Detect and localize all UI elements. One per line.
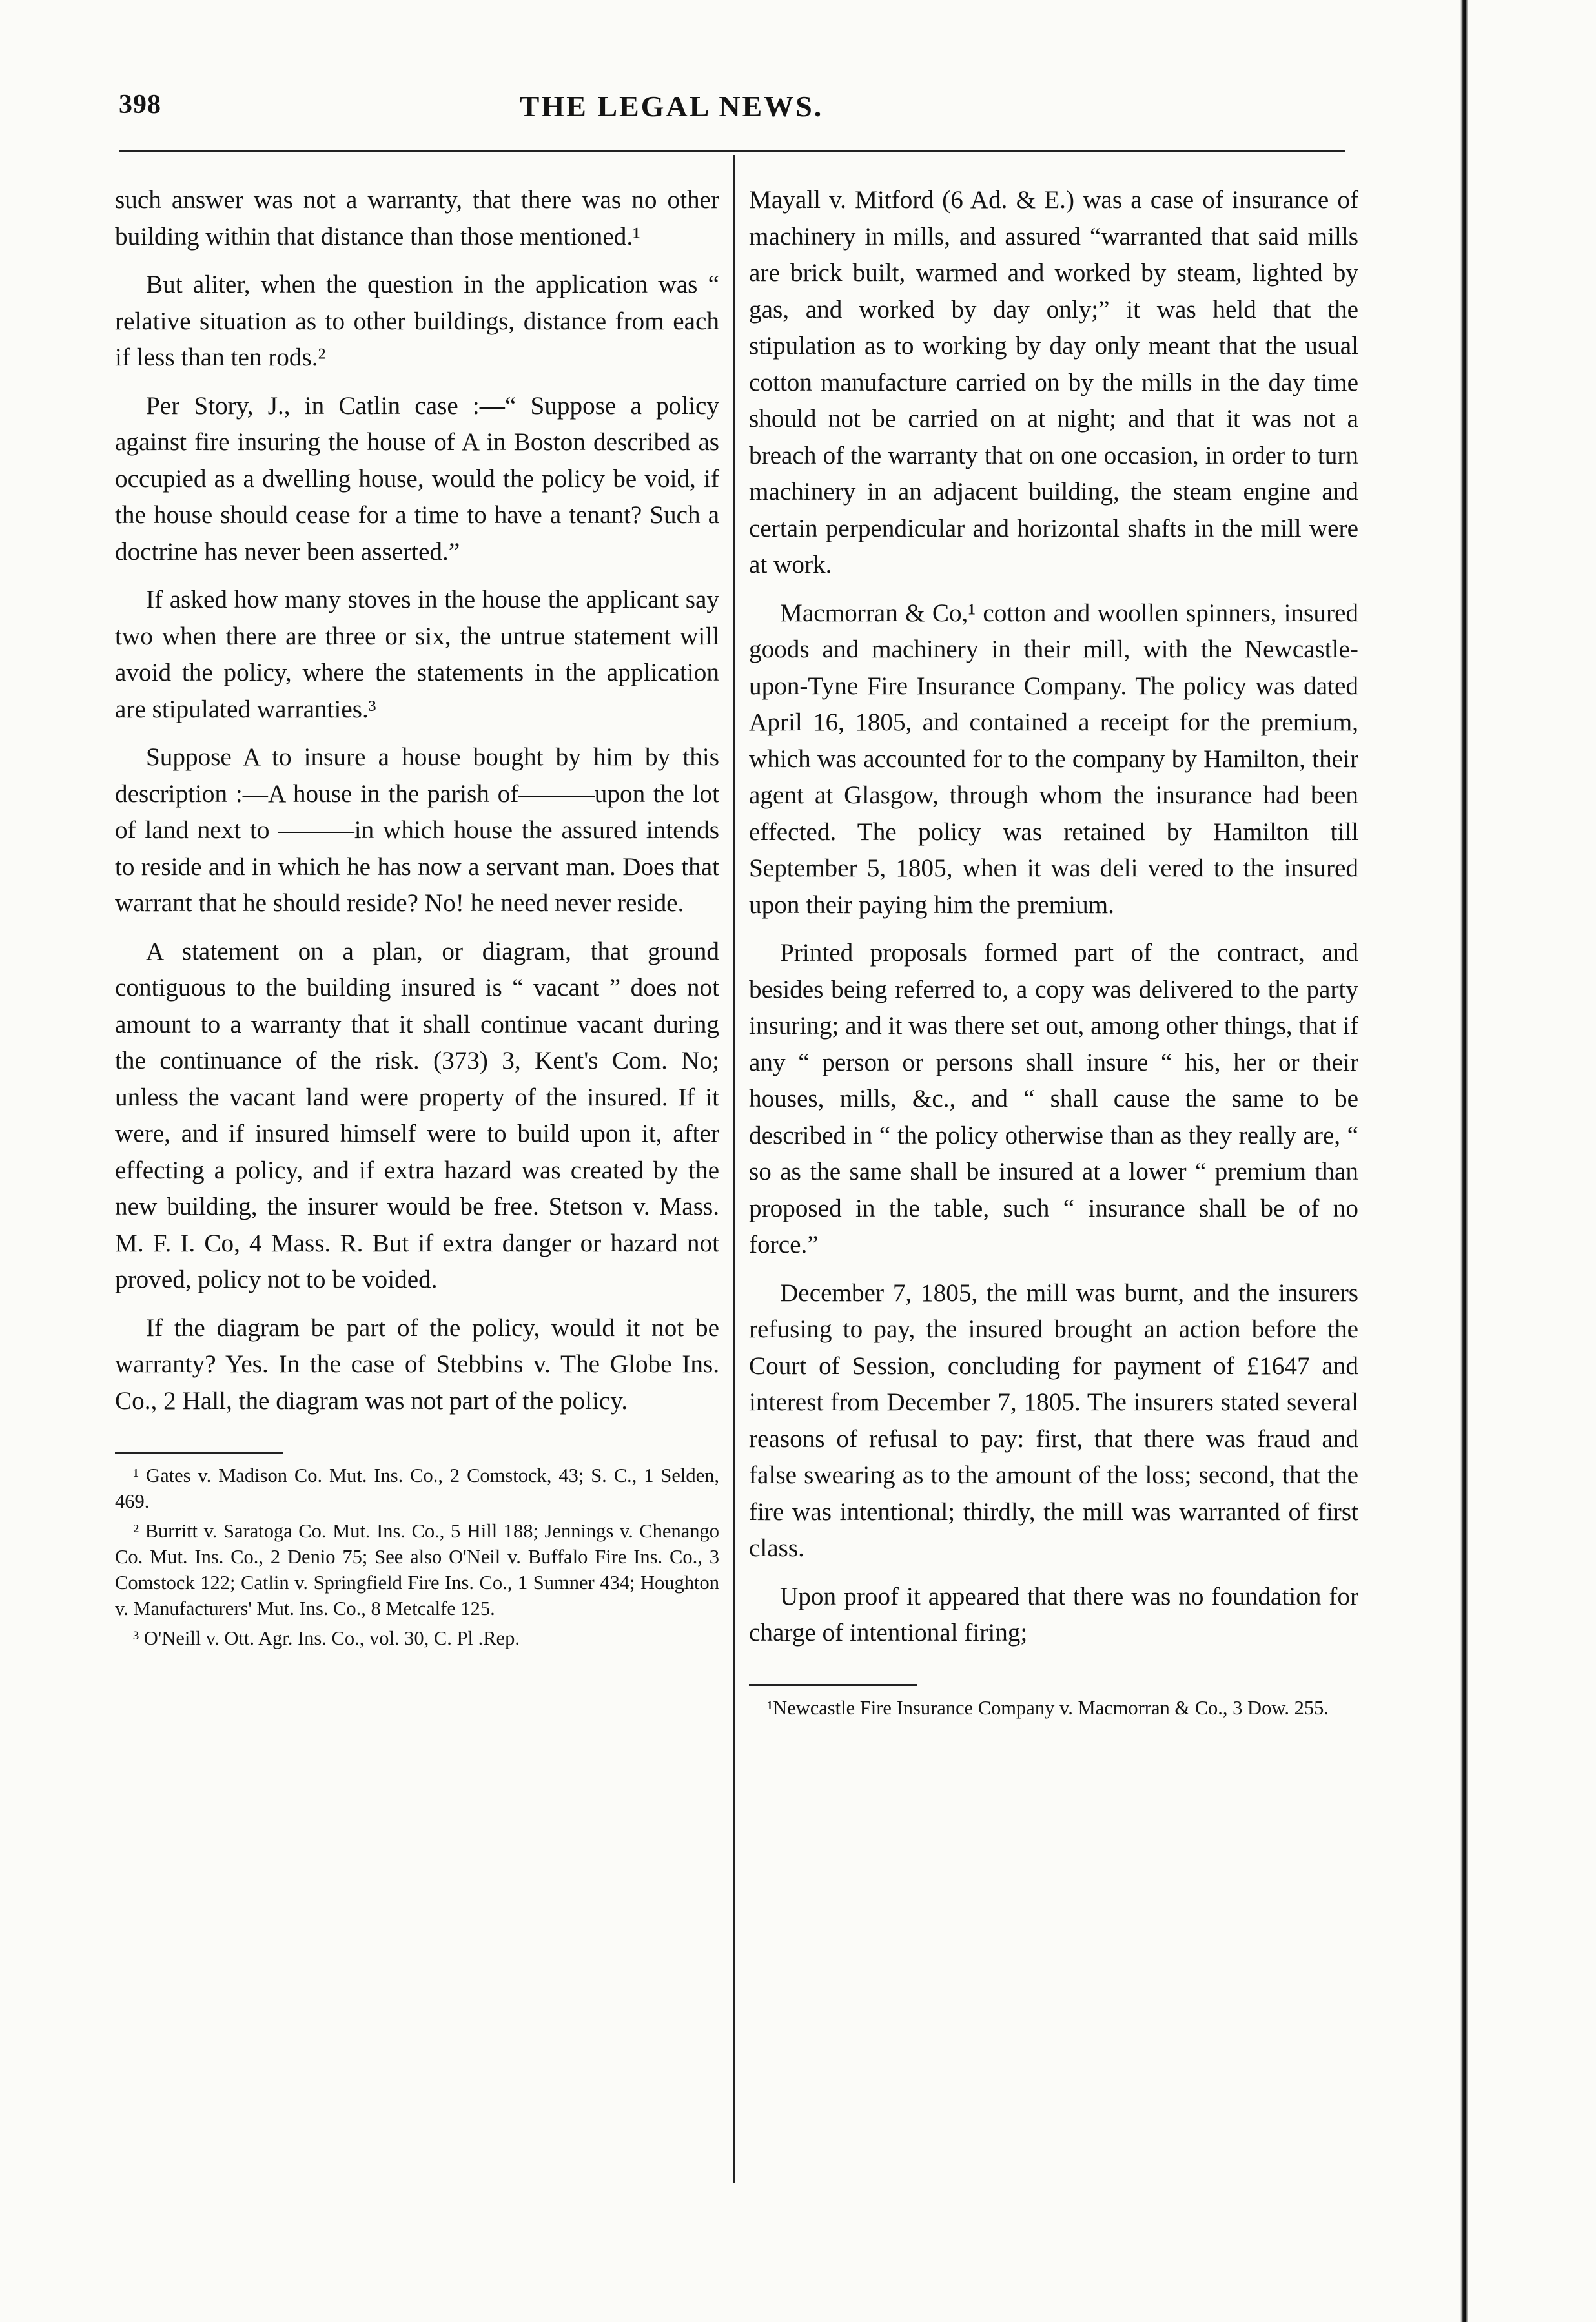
right-column <box>749 182 1358 1725</box>
left-column <box>115 182 719 1655</box>
footnote-rule <box>749 1684 917 1686</box>
column-divider <box>733 155 735 2183</box>
footnote: ³ O'Neill v. Ott. Agr. Ins. Co., vol. 30, C. Pl .Rep. <box>133 1627 520 1649</box>
paragraph: Per Story, J., in Catlin case :—“ Suppose a policy against fire insuring the house of A in Boston described as occupied as a dwelling house, would the policy be void, if the house should cease for a time to have a tenant? Such a doctrine has never been asserted.” <box>115 391 719 566</box>
header-rule <box>119 150 1345 152</box>
running-title: THE LEGAL NEWS. <box>519 90 824 123</box>
paragraph: such answer was not a warranty, that there was no other building within that distance than those mentioned.¹ <box>115 186 719 251</box>
binding-edge <box>1460 0 1468 2322</box>
paragraph: Macmorran & Co,¹ cotton and woollen spinners, insured goods and machinery in their mill, with the Newcastle-upon-Tyne Fire Insurance Company. The policy was dated April 16, 1805, and contained a receipt for the premium, which was accounted for to the company by Hamilton, their agent at Glasgow, through whom the insurance had been effected. The policy was retained by Hamilton till September 5, 1805, when it was deli vered to the insured upon their paying him the premium. <box>749 599 1358 919</box>
footnote-rule <box>115 1452 283 1454</box>
paragraph: Mayall v. Mitford (6 Ad. & E.) was a case of insurance of machinery in mills, and assured “warranted that said mills are brick built, warmed and worked by steam, lighted by gas, and worked by day only;” it was held that the stipulation as to working by day only meant that the usual cotton manufacture carried on by the mills in the day time should not be carried on at night; and that it was not a breach of the warranty that on one occasion, in order to turn machinery in an adjacent building, the steam engine and certain perpendicular and horizontal shafts in the mill were at work. <box>749 186 1358 579</box>
paragraph: If the diagram be part of the policy, would it not be warranty? Yes. In the case of Stebbins v. The Globe Ins. Co., 2 Hall, the diagram was not part of the policy. <box>115 1313 719 1415</box>
page-number: 398 <box>119 90 161 119</box>
paragraph: Suppose A to insure a house bought by him by this description :—A house in the parish of———upon the lot of land next to ———in which house the assured intends to reside and in which he has now a servant man. Does that warrant that he should reside? No! he need never reside. <box>115 743 719 917</box>
paragraph: But aliter, when the question in the application was “ relative situation as to other buildings, distance from each if less than ten rods.² <box>115 271 719 371</box>
paragraph: Upon proof it appeared that there was no foundation for charge of intentional firing; <box>749 1582 1358 1647</box>
paragraph: Printed proposals formed part of the contract, and besides being referred to, a copy was delivered to the party insuring; and it was there set out, among other things, that if any “ person or persons shall insure “ his, her or their houses, mills, &c., and “ shall cause the same to be described in “ the policy otherwise than as they really are, “ so as the same shall be insured at a lower “ premium than proposed in the table, such “ insurance shall be of no force.” <box>749 939 1358 1259</box>
paragraph: A statement on a plan, or diagram, that ground contiguous to the building insured is “ vacant ” does not amount to a warranty that it shall continue vacant during the continuance of the risk. (373) 3, Kent's Com. No; unless the vacant land were property of the insured. If it were, and if insured himself were to build upon it, after effecting a policy, and if extra hazard was created by the new building, the insurer would be free. Stetson v. Mass. M. F. I. Co, 4 Mass. R. But if extra danger or hazard not proved, policy not to be voided. <box>115 937 719 1293</box>
footnotes <box>749 1695 1358 1721</box>
footnotes <box>115 1463 719 1651</box>
paragraph: December 7, 1805, the mill was burnt, and the insurers refusing to pay, the insured brought an action before the Court of Session, concluding for payment of £1647 and interest from December 7, 1805. The insurers stated several reasons of refusal to pay: first, that there was fraud and false swearing as to the amount of the loss; second, that the fire was intentional; thirdly, the mill was warranted of first class. <box>749 1279 1358 1562</box>
footnote: ² Burritt v. Saratoga Co. Mut. Ins. Co., 5 Hill 188; Jennings v. Chenango Co. Mut. Ins. Co., 2 Denio 75; See also O'Neil v. Buffalo Fire Ins. Co., 3 Comstock 122; Catlin v. Springfield Fire Ins. Co., 1 Sumner 434; Houghton v. Manufacturers' Mut. Ins. Co., 8 Metcalfe 125. <box>115 1520 719 1619</box>
footnote: ¹ Gates v. Madison Co. Mut. Ins. Co., 2 Comstock, 43; S. C., 1 Selden, 469. <box>115 1464 719 1512</box>
footnote: ¹Newcastle Fire Insurance Company v. Macmorran & Co., 3 Dow. 255. <box>767 1696 1329 1719</box>
paragraph: If asked how many stoves in the house the applicant say two when there are three or six, the untrue statement will avoid the policy, where the statements in the application are stipulated warranties.³ <box>115 586 719 723</box>
